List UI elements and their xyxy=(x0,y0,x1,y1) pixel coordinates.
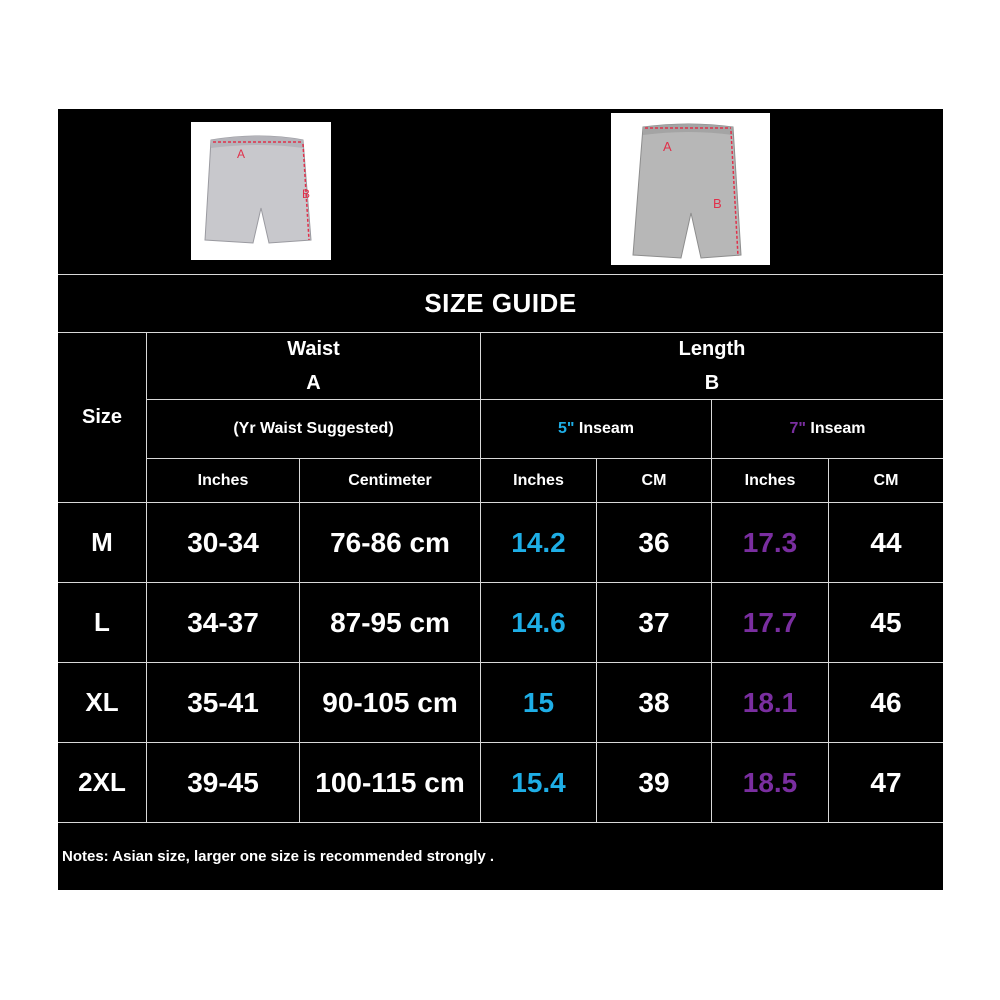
length-header xyxy=(481,333,943,399)
unit-header-5-inches: Inches xyxy=(513,471,564,489)
shorts-photo-left xyxy=(191,122,331,260)
waist-inches: 35-41 xyxy=(187,686,259,718)
inseam-5-cm: 37 xyxy=(638,606,670,638)
page-title: SIZE GUIDE xyxy=(424,288,577,318)
inseam-7-inches: 17.3 xyxy=(742,526,798,558)
inseam-5-number: 5" xyxy=(557,420,575,437)
waist-label: Waist xyxy=(287,338,340,360)
inseam-7-cm: 47 xyxy=(870,766,902,798)
unit-header-waist-cm: Centimeter xyxy=(348,471,432,489)
unit-header-7-inches: Inches xyxy=(744,471,796,489)
inseam-5-cm: 38 xyxy=(638,686,670,718)
shorts-illustration-left xyxy=(191,122,331,260)
waist-inches: 39-45 xyxy=(187,766,259,798)
label-b: B xyxy=(302,187,311,201)
inseam-5-word: Inseam xyxy=(578,420,635,437)
size-label: 2XL xyxy=(78,767,126,797)
waist-cm: 76-86 cm xyxy=(330,526,450,558)
unit-header-5-cm: CM xyxy=(641,471,667,489)
size-guide-sheet xyxy=(58,109,943,890)
inseam-5-inches: 15.4 xyxy=(511,766,566,798)
shorts-illustration-right xyxy=(611,113,770,265)
inseam-7-cm: 44 xyxy=(870,526,902,558)
size-label: L xyxy=(94,607,110,637)
inseam-5-inches: 15 xyxy=(522,686,555,718)
waist-header xyxy=(147,333,480,399)
waist-cm: 87-95 cm xyxy=(330,606,450,638)
size-column-header: Size xyxy=(81,406,123,428)
inseam-7-cm: 46 xyxy=(870,686,902,718)
label-b: B xyxy=(713,196,722,211)
label-a: A xyxy=(663,139,672,154)
waist-suggestion-note: (Yr Waist Suggested) xyxy=(233,420,394,437)
inseam-5-inches: 14.6 xyxy=(511,606,566,638)
waist-letter: A xyxy=(306,372,321,394)
inseam-7-inches: 18.5 xyxy=(742,766,798,798)
length-letter: B xyxy=(704,372,720,394)
size-notes: Notes: Asian size, larger one size is recommended strongly . xyxy=(62,848,495,865)
inseam-7-word: Inseam xyxy=(810,420,866,437)
inseam-5-header xyxy=(481,400,711,458)
label-a: A xyxy=(237,147,246,161)
inseam-7-header xyxy=(712,400,943,458)
length-label: Length xyxy=(678,338,746,360)
unit-header-7-cm: CM xyxy=(873,471,899,489)
size-label: XL xyxy=(85,687,119,717)
inseam-5-inches: 14.2 xyxy=(511,526,566,558)
inseam-7-number: 7" xyxy=(789,420,806,437)
shorts-photo-right xyxy=(611,113,770,265)
inseam-7-inches: 18.1 xyxy=(742,686,798,718)
inseam-7-cm: 45 xyxy=(870,606,902,638)
waist-cm: 90-105 cm xyxy=(322,686,458,718)
inseam-5-cm: 36 xyxy=(638,526,670,558)
inseam-7-inches: 17.7 xyxy=(742,606,798,638)
inseam-5-cm: 39 xyxy=(638,766,670,798)
size-label: M xyxy=(91,527,113,557)
unit-header-waist-inches: Inches xyxy=(197,471,249,489)
waist-inches: 30-34 xyxy=(187,526,259,558)
waist-cm: 100-115 cm xyxy=(315,766,465,798)
waist-inches: 34-37 xyxy=(187,606,259,638)
